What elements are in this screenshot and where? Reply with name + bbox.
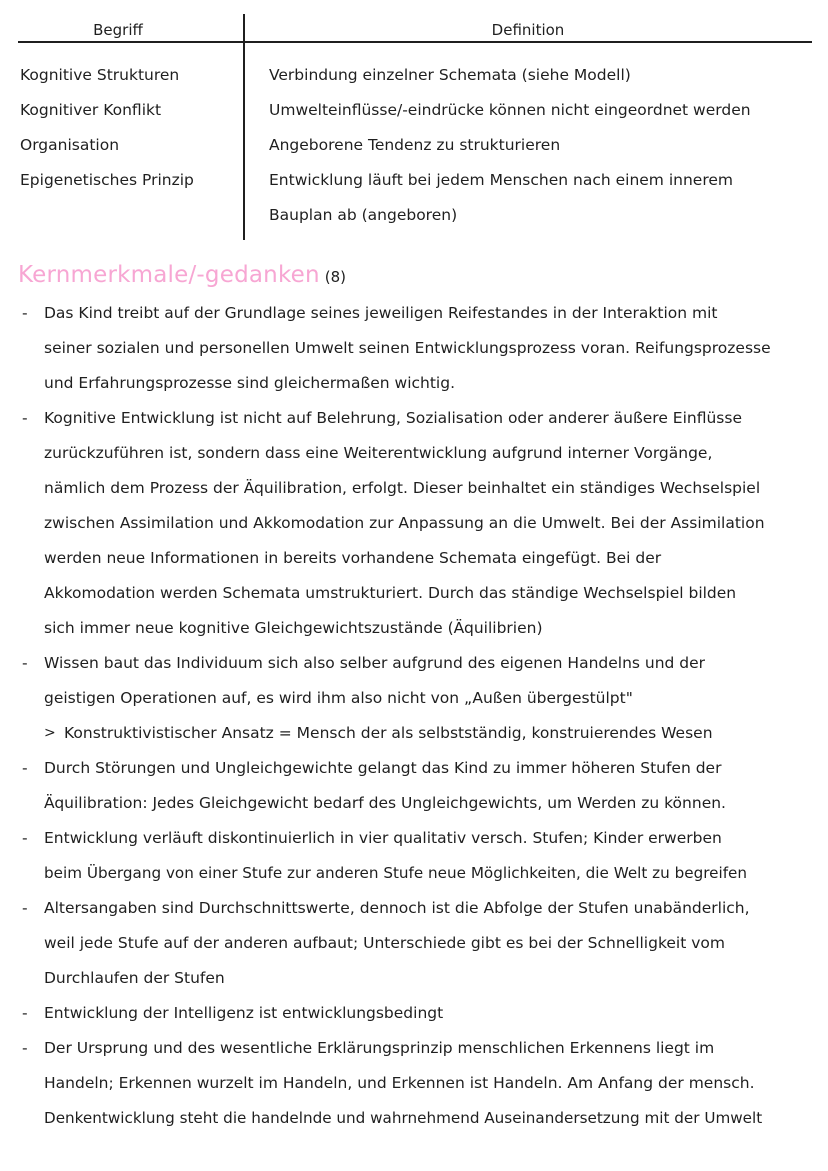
bullet-line: werden neue Informationen in bereits vorhandene Schemata eingefügt. Bei der [44,549,662,567]
sub-bullet-marker: > [44,725,56,741]
bullet-line: seiner sozialen und personellen Umwelt seinen Entwicklungsprozess voran. Reifungsprozesse [44,339,771,357]
definition-cell: Umwelteinflüsse/-eindrücke können nicht eingeordnet werden [269,101,751,119]
bullet-line: weil jede Stufe auf der anderen aufbaut; Unterschiede gibt es bei der Schnelligkeit vom [44,934,725,952]
bullet-dash: - [22,1039,28,1057]
definition-cell: Angeborene Tendenz zu strukturieren [269,136,561,154]
bullet-line: Durch Störungen und Ungleichgewichte gelangt das Kind zu immer höheren Stufen der [44,759,722,777]
bullet-dash: - [22,759,28,777]
bullet-line: Kognitive Entwicklung ist nicht auf Belehrung, Sozialisation oder anderer äußere Einflüsse [44,409,742,427]
column-divider [243,14,245,240]
definition-table [18,14,812,240]
definition-cell: Verbindung einzelner Schemata (siehe Modell) [269,66,631,84]
bullet-line: geistigen Operationen auf, es wird ihm also nicht von „Außen übergestülpt" [44,689,633,707]
term-cell: Organisation [20,136,120,154]
bullet-line: und Erfahrungsprozesse sind gleichermaßen wichtig. [44,374,455,392]
bullet-dash: - [22,1004,28,1022]
bullet-dash: - [22,899,28,917]
bullet-line: zwischen Assimilation und Akkomodation zur Anpassung an die Umwelt. Bei der Assimilation [44,514,765,532]
bullet-line: Entwicklung der Intelligenz ist entwicklungsbedingt [44,1004,444,1022]
bullet-line: Wissen baut das Individuum sich also selber aufgrund des eigenen Handelns und der [44,654,706,672]
term-cell: Kognitive Strukturen [20,66,180,84]
term-cell: Kognitiver Konflikt [20,101,162,119]
bullet-line: nämlich dem Prozess der Äquilibration, erfolgt. Dieser beinhaltet ein ständiges Wechselspiel [44,479,761,497]
section-title: Kernmerkmale/-gedanken [18,262,320,288]
bullet-line: zurückzuführen ist, sondern dass eine Weiterentwicklung aufgrund interner Vorgänge, [44,444,713,462]
bullet-line: Durchlaufen der Stufen [44,969,225,987]
bullet-line: Akkomodation werden Schemata umstrukturiert. Durch das ständige Wechselspiel bilden [44,584,737,602]
header-divider [18,41,812,43]
header-definition: Definition [491,21,565,39]
bullet-line: Das Kind treibt auf der Grundlage seines jeweiligen Reifestandes in der Interaktion mit [44,304,718,322]
definition-cell: Entwicklung läuft bei jedem Menschen nach einem innerem [269,171,733,189]
definition-cell-continued: Bauplan ab (angeboren) [269,206,458,224]
sub-bullet-line: Konstruktivistischer Ansatz = Mensch der als selbstständig, konstruierendes Wesen [64,724,713,742]
bullet-line: beim Übergang von einer Stufe zur anderen Stufe neue Möglichkeiten, die Welt zu begreifen [44,864,748,882]
bullet-line: Äquilibration: Jedes Gleichgewicht bedarf des Ungleichgewichts, um Werden zu können. [44,794,726,812]
header-term: Begriff [93,21,143,39]
bullet-line: Der Ursprung und des wesentliche Erklärungsprinzip menschlichen Erkennens liegt im [44,1039,715,1057]
bullet-line: Entwicklung verläuft diskontinuierlich in vier qualitativ versch. Stufen; Kinder erwerben [44,829,722,847]
bullet-line: Altersangaben sind Durchschnittswerte, dennoch ist die Abfolge der Stufen unabänderlich, [44,899,750,917]
bullet-dash: - [22,654,28,672]
bullet-line: sich immer neue kognitive Gleichgewichtszustände (Äquilibrien) [44,619,543,637]
bullet-dash: - [22,829,28,847]
bullet-line: Handeln; Erkennen wurzelt im Handeln, und Erkennen ist Handeln. Am Anfang der mensch. [44,1074,755,1092]
bullet-dash: - [22,304,28,322]
bullet-dash: - [22,409,28,427]
section-heading [18,262,346,288]
bullet-line: Denkentwicklung steht die handelnde und wahrnehmend Auseinandersetzung mit der Umwelt [44,1109,763,1127]
term-cell: Epigenetisches Prinzip [20,171,194,189]
section-count: (8) [324,268,346,286]
